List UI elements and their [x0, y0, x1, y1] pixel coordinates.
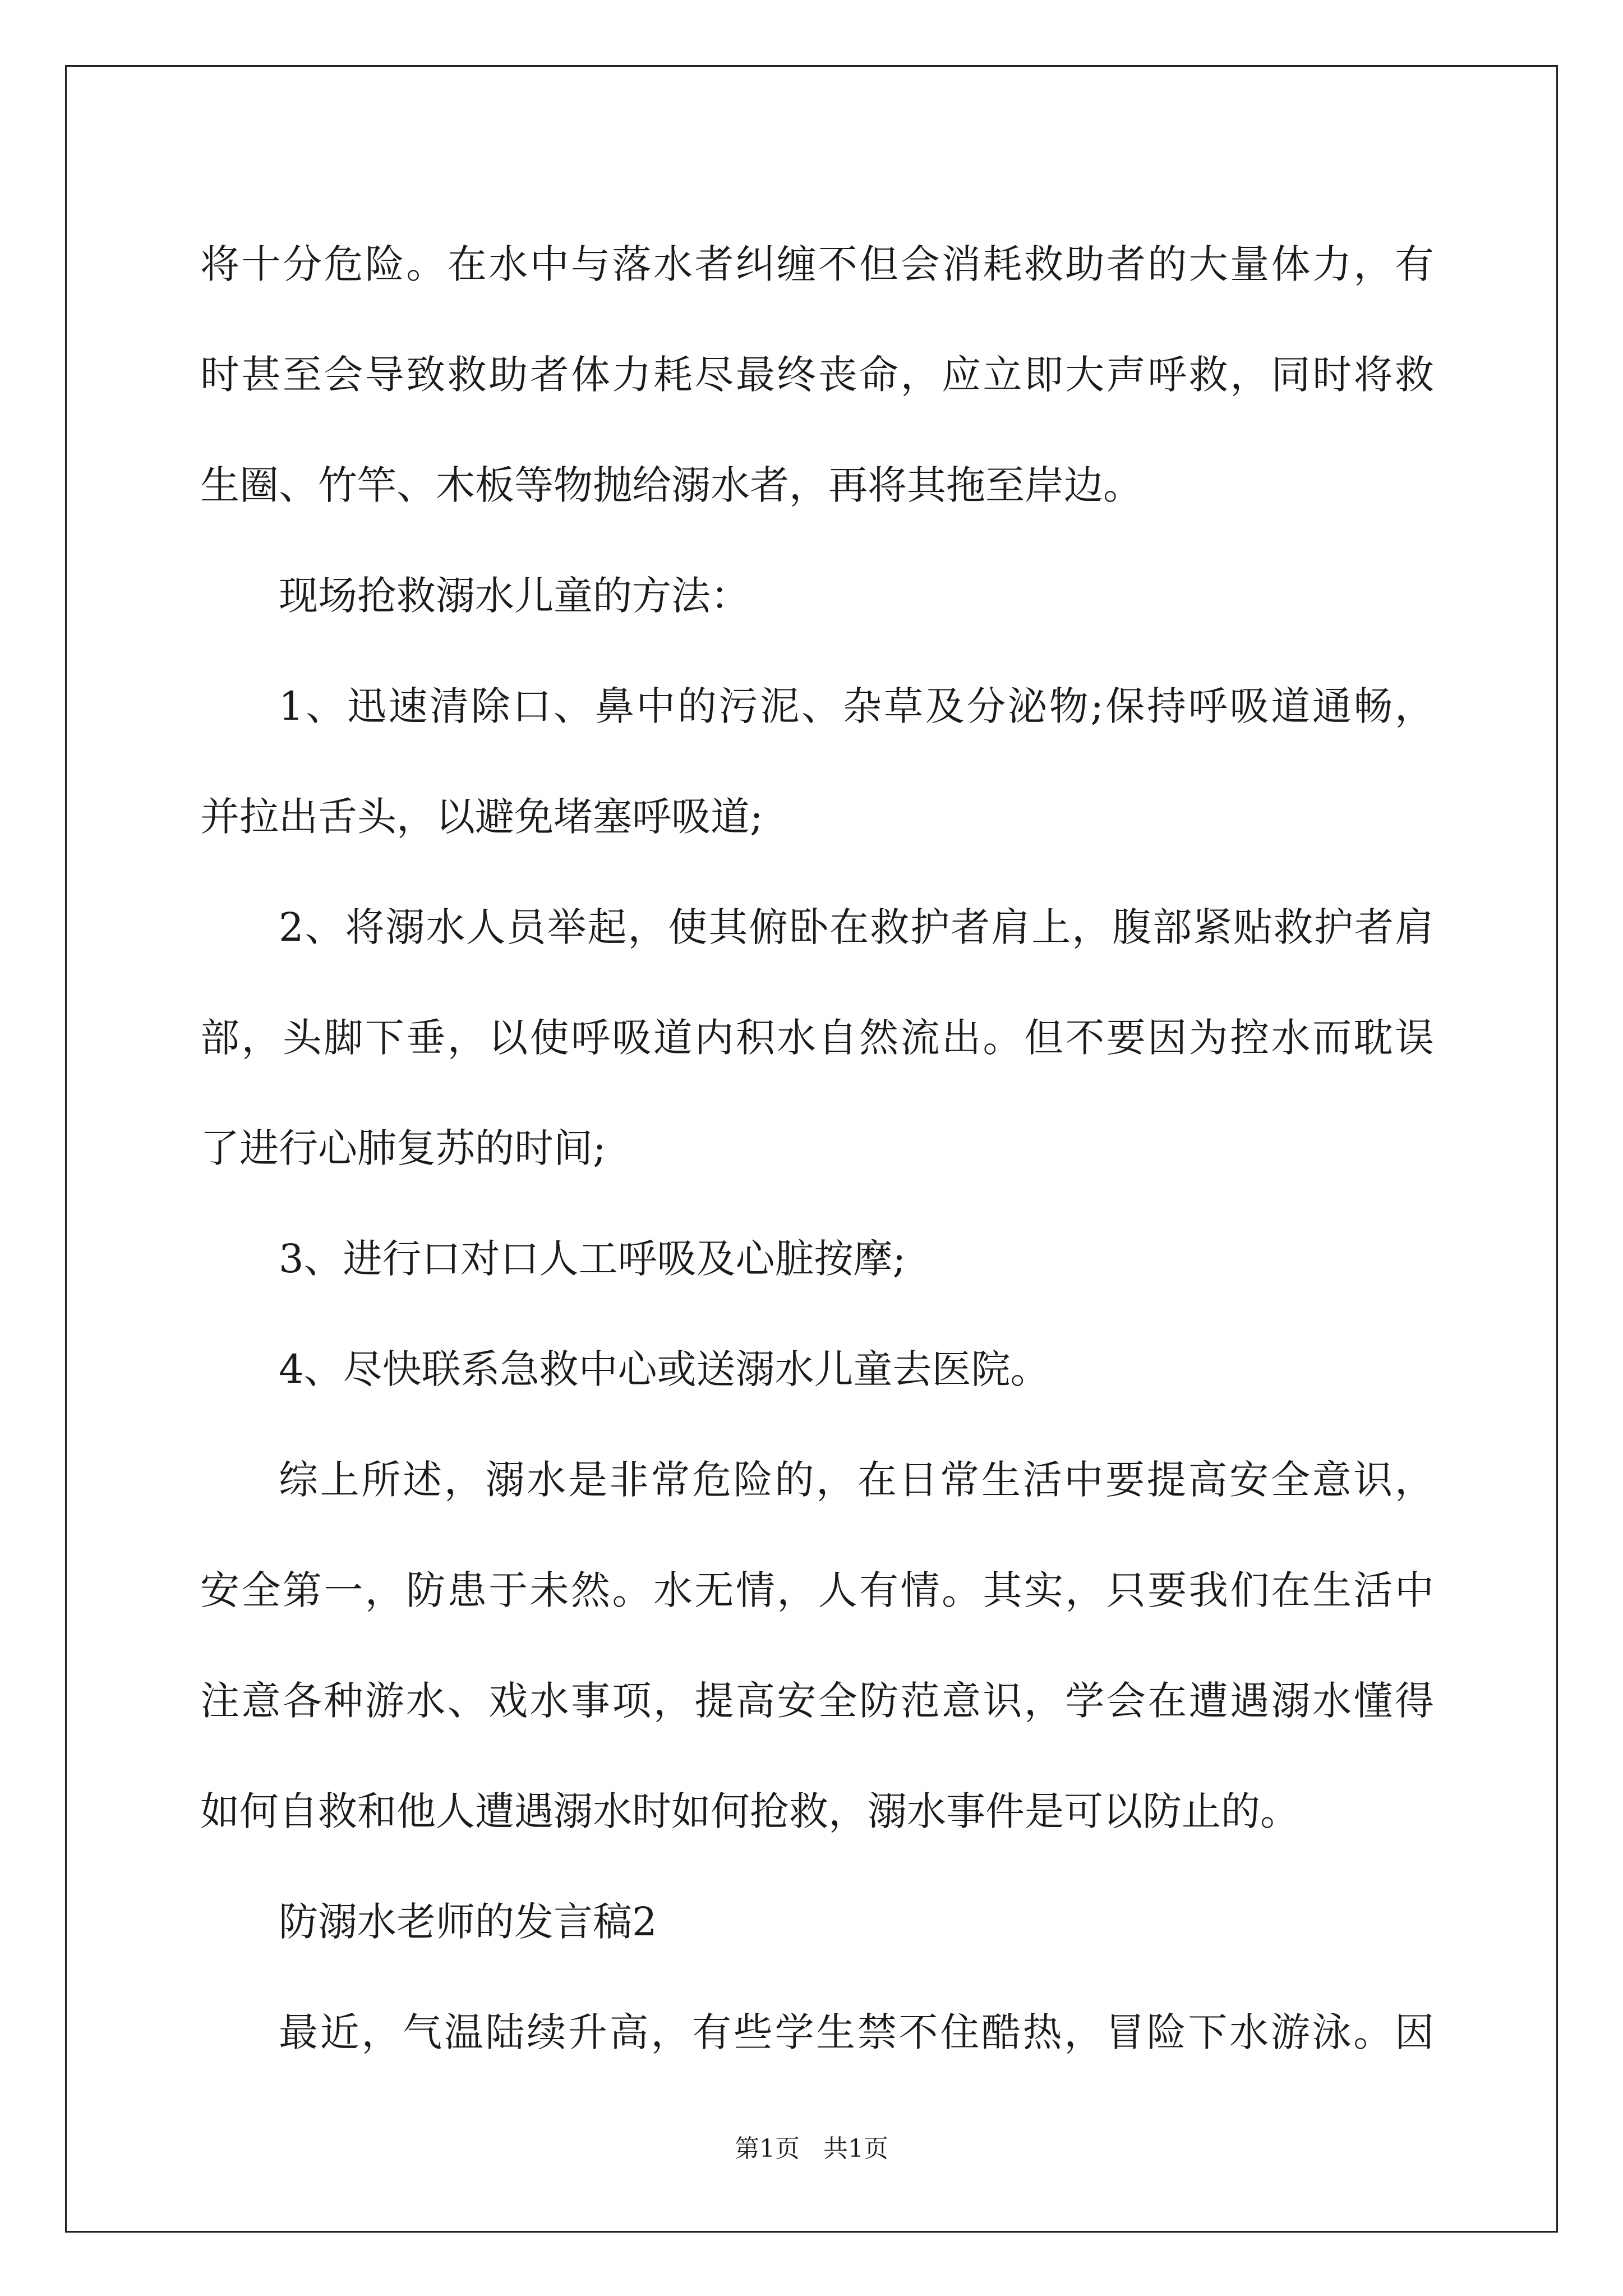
text-line: 将十分危险。在水中与落水者纠缠不但会消耗救助者的大量体力，有	[200, 241, 1434, 287]
page-footer: 第1页 共1页	[735, 2134, 888, 2163]
text-line: 防溺水老师的发言稿2	[279, 1899, 657, 1945]
text-line: 现场抢救溺水儿童的方法：	[279, 573, 750, 619]
text-line: 部，头脚下垂，以使呼吸道内积水自然流出。但不要因为控水而耽误	[200, 1015, 1434, 1061]
text-line: 4、尽快联系急救中心或送溺水儿童去医院。	[279, 1346, 1050, 1392]
text-line: 注意各种游水、戏水事项，提高安全防范意识，学会在遭遇溺水懂得	[200, 1678, 1434, 1724]
text-line: 1、迅速清除口、鼻中的污泥、杂草及分泌物;保持呼吸道通畅，	[279, 683, 1434, 729]
document-body	[200, 209, 1434, 2088]
text-line: 时甚至会导致救助者体力耗尽最终丧命，应立即大声呼救，同时将救	[200, 352, 1434, 398]
text-line: 如何自救和他人遭遇溺水时如何抢救，溺水事件是可以防止的。	[200, 1788, 1299, 1834]
text-line: 3、进行口对口人工呼吸及心脏按摩;	[279, 1236, 906, 1282]
text-line: 最近，气温陆续升高，有些学生禁不住酷热，冒险下水游泳。因	[279, 2009, 1434, 2055]
text-line: 安全第一，防患于未然。水无情，人有情。其实，只要我们在生活中	[200, 1567, 1434, 1613]
text-line: 综上所述，溺水是非常危险的，在日常生活中要提高安全意识，	[279, 1457, 1434, 1503]
text-line: 了进行心肺复苏的时间;	[200, 1125, 606, 1171]
text-line: 2、将溺水人员举起，使其俯卧在救护者肩上，腹部紧贴救护者肩	[279, 904, 1434, 950]
text-line: 并拉出舌头，以避免堵塞呼吸道;	[200, 794, 763, 840]
text-line: 生圈、竹竿、木板等物抛给溺水者，再将其拖至岸边。	[200, 462, 1142, 508]
